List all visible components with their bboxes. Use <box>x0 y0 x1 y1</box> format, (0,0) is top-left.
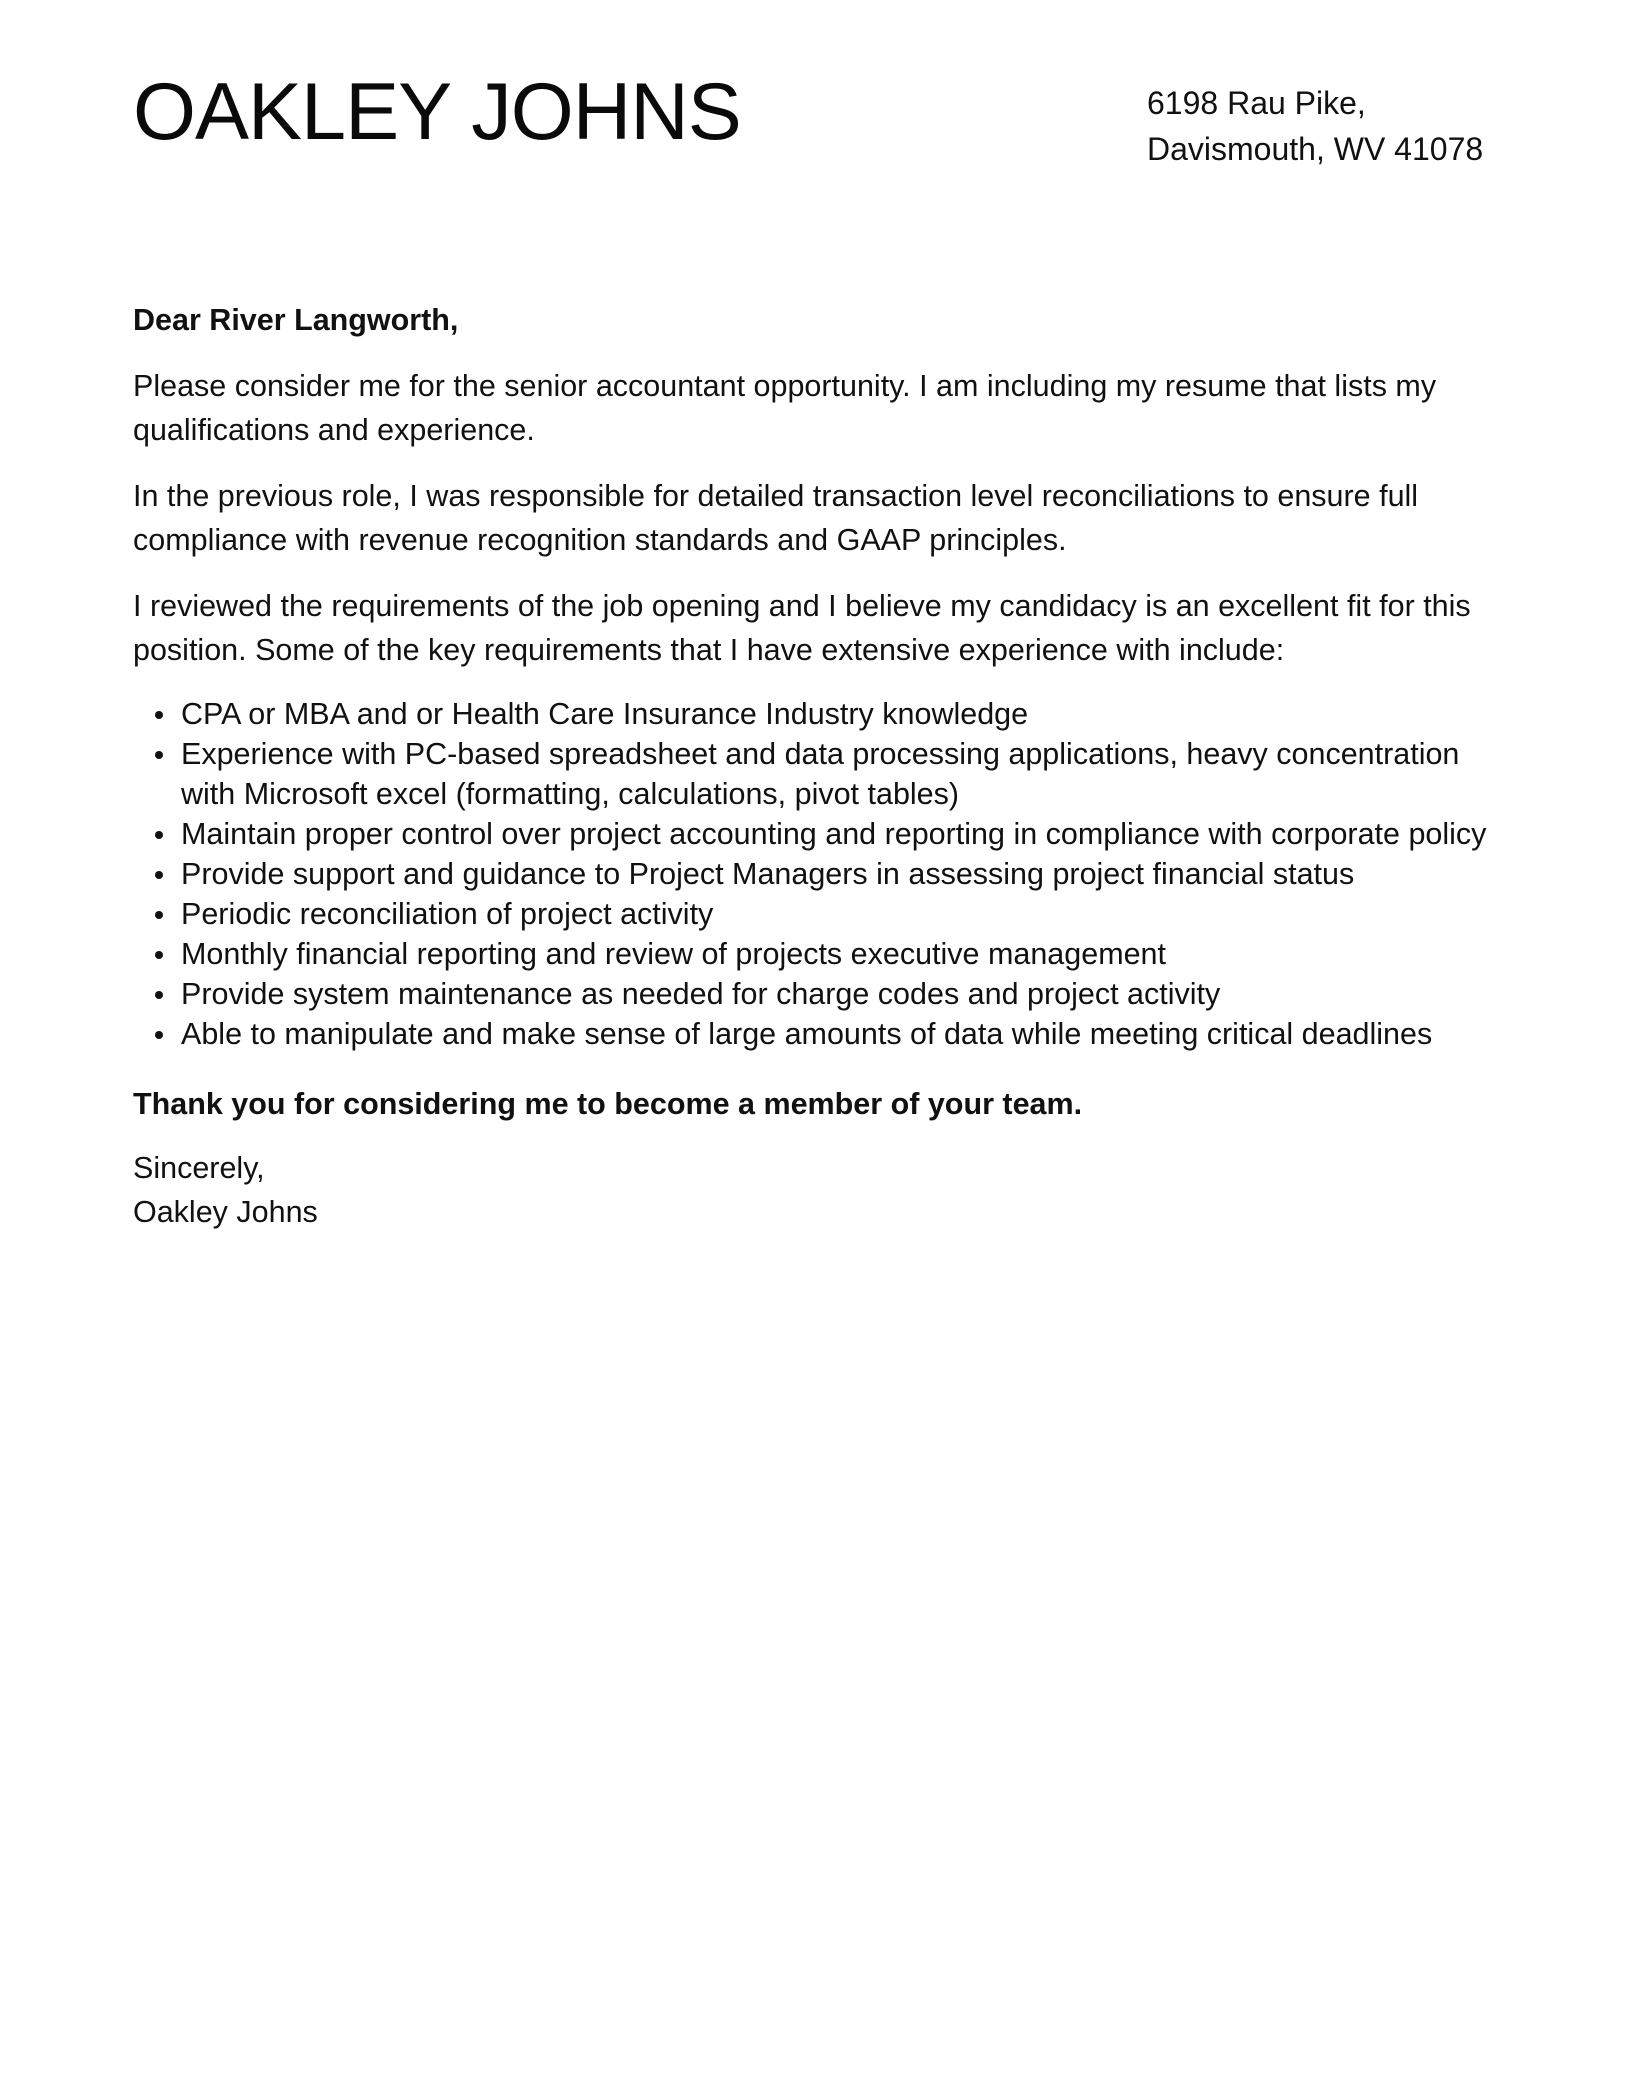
list-item: Able to manipulate and make sense of large amounts of data while meeting critical deadlines <box>133 1014 1503 1054</box>
signature-name: Oakley Johns <box>133 1195 318 1229</box>
letter-header <box>133 0 1499 245</box>
list-item: Provide support and guidance to Project Managers in assessing project financial status <box>133 854 1503 894</box>
bullet-icon <box>155 711 163 719</box>
address-line-2: Davismouth, WV 41078 <box>1147 131 1484 167</box>
paragraph-intro: Please consider me for the senior accountant opportunity. I am including my resume that lists my qualifications and experience. <box>133 369 1437 447</box>
list-item: Experience with PC-based spreadsheet and data processing applications, heavy concentration with Microsoft excel (formatting, calculations, pivot tables) <box>133 734 1503 814</box>
signoff: Sincerely, <box>133 1151 265 1185</box>
salutation: Dear River Langworth, <box>133 303 459 337</box>
paragraph-requirements: I reviewed the requirements of the job opening and I believe my candidacy is an excellent fit for this position. Some of the key requirements that I have extensive experience with include: <box>133 589 1471 667</box>
bullet-icon <box>155 911 163 919</box>
closing-statement: Thank you for considering me to become a member of your team. <box>133 1087 1083 1121</box>
bullet-icon <box>155 1031 163 1039</box>
list-item: CPA or MBA and or Health Care Insurance Industry knowledge <box>133 694 1503 734</box>
list-item: Maintain proper control over project accounting and reporting in compliance with corporate policy <box>133 814 1503 854</box>
bullet-icon <box>155 831 163 839</box>
applicant-name: OAKLEY JOHNS <box>133 67 741 157</box>
letter-body <box>133 298 1503 1234</box>
list-item: Monthly financial reporting and review of projects executive management <box>133 934 1503 974</box>
bullet-icon <box>155 951 163 959</box>
bullet-icon <box>155 871 163 879</box>
list-item: Provide system maintenance as needed for charge codes and project activity <box>133 974 1503 1014</box>
bullet-icon <box>155 991 163 999</box>
requirements-list <box>133 694 1503 1054</box>
address-line-1: 6198 Rau Pike, <box>1147 85 1366 121</box>
list-item: Periodic reconciliation of project activity <box>133 894 1503 934</box>
applicant-address <box>1147 80 1483 172</box>
paragraph-previous-role: In the previous role, I was responsible for detailed transaction level reconciliations to ensure full compliance with revenue recognition standards and GAAP principles. <box>133 479 1419 557</box>
bullet-icon <box>155 751 163 759</box>
